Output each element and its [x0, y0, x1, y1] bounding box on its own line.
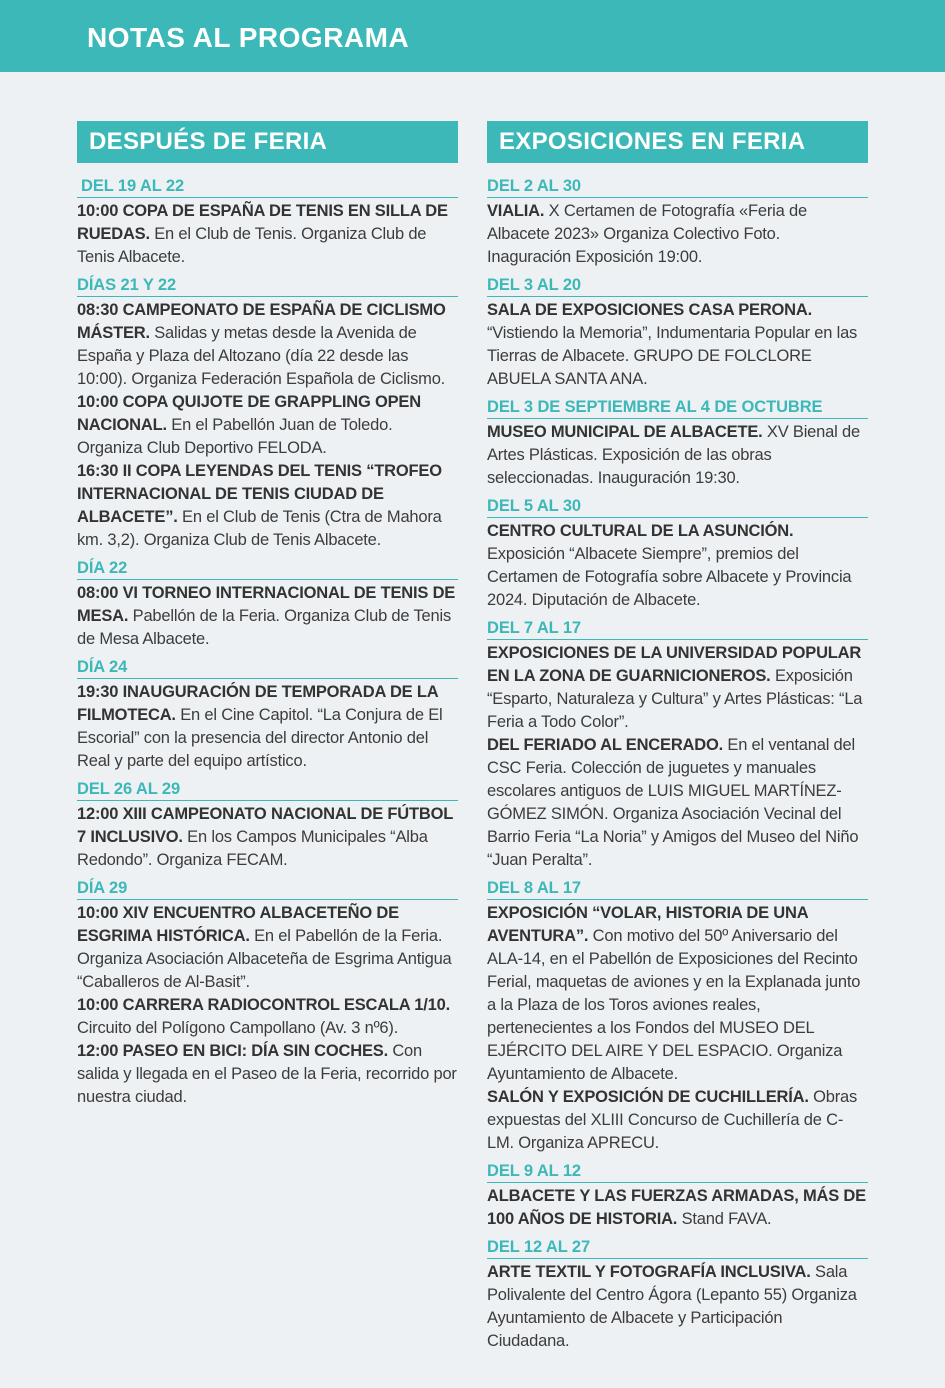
program-block [487, 397, 868, 490]
event-details: En el Cine Capitol. “La Conjura de El Escorial” con la presencia del director Antonio del Real y parte del equipo artístico. [77, 706, 443, 770]
event-title: 10:00 COPA DE ESPAÑA DE TENIS EN SILLA DE RUEDAS. [77, 202, 448, 243]
event-entry [77, 803, 458, 872]
event-title: VIALIA. [487, 202, 545, 220]
program-block [487, 496, 868, 612]
event-details: En el Club de Tenis. Organiza Club de Tenis Albacete. [77, 225, 427, 266]
event-entry [77, 299, 458, 391]
event-entry [487, 1086, 868, 1155]
event-title: CENTRO CULTURAL DE LA ASUNCIÓN. [487, 522, 794, 540]
section-heading-exposiciones-en-feria: EXPOSICIONES EN FERIA [487, 121, 868, 163]
date-heading: DEL 9 AL 12 [487, 1161, 868, 1183]
date-heading: DEL 5 AL 30 [487, 496, 868, 518]
program-block [77, 176, 458, 269]
program-block [77, 878, 458, 1109]
event-title: SALÓN Y EXPOSICIÓN DE CUCHILLERÍA. [487, 1088, 809, 1106]
event-entry [487, 1185, 868, 1231]
program-block [77, 558, 458, 651]
event-entry [487, 200, 868, 269]
event-title: EXPOSICIÓN “VOLAR, HISTORIA DE UNA AVENTURA”. [487, 904, 808, 945]
event-entry [77, 902, 458, 994]
event-entry [487, 421, 868, 490]
event-details: X Certamen de Fotografía «Feria de Albacete 2023» Organiza Colectivo Foto. Inaguración Exposición 19:00. [487, 202, 807, 266]
event-title: SALA DE EXPOSICIONES CASA PERONA. [487, 301, 812, 319]
header-bar [0, 0, 945, 72]
event-title: 12:00 PASEO EN BICI: DÍA SIN COCHES. [77, 1042, 388, 1060]
event-title: MUSEO MUNICIPAL DE ALBACETE. [487, 423, 763, 441]
date-heading: DÍAS 21 Y 22 [77, 275, 458, 297]
event-details: Obras expuestas del XLIII Concurso de Cuchillería de C-LM. Organiza APRECU. [487, 1088, 858, 1152]
event-entry [77, 681, 458, 773]
right-blocks [487, 176, 868, 1353]
event-entry [77, 582, 458, 651]
date-heading: DEL 2 AL 30 [487, 176, 868, 198]
left-blocks [77, 176, 458, 1109]
event-entry [487, 902, 868, 1086]
event-details: XV Bienal de Artes Plásticas. Exposición de las obras seleccionadas. Inauguración 19:30. [487, 423, 860, 487]
event-details: Exposición “Albacete Siempre”, premios del Certamen de Fotografía sobre Albacete y Provincia 2024. Diputación de Albacete. [487, 545, 852, 609]
event-title: 08:30 CAMPEONATO DE ESPAÑA DE CICLISMO MÁSTER. [77, 301, 446, 342]
program-block [487, 1237, 868, 1353]
event-entry [487, 734, 868, 872]
event-title: 19:30 INAUGURACIÓN DE TEMPORADA DE LA FILMOTECA. [77, 683, 438, 724]
event-title: 16:30 II COPA LEYENDAS DEL TENIS “TROFEO INTERNACIONAL DE TENIS CIUDAD DE ALBACETE”. [77, 462, 442, 526]
event-entry [487, 520, 868, 612]
event-details: “Vistiendo la Memoria”, Indumentaria Popular en las Tierras de Albacete. GRUPO DE FOLCLORE ABUELA SANTA ANA. [487, 324, 858, 388]
date-heading: DÍA 29 [77, 878, 458, 900]
right-column [487, 121, 868, 1359]
event-title: 10:00 CARRERA RADIOCONTROL ESCALA 1/10. [77, 996, 450, 1014]
event-title: 10:00 COPA QUIJOTE DE GRAPPLING OPEN NACIONAL. [77, 393, 421, 434]
event-details: Sala Polivalente del Centro Ágora (Lepanto 55) Organiza Ayuntamiento de Albacete y Participación Ciudadana. [487, 1263, 857, 1350]
event-entry [77, 994, 458, 1040]
event-title: ALBACETE Y LAS FUERZAS ARMADAS, MÁS DE 100 AÑOS DE HISTORIA. [487, 1187, 866, 1228]
event-details: Con salida y llegada en el Paseo de la Feria, recorrido por nuestra ciudad. [77, 1042, 457, 1106]
program-block [487, 878, 868, 1155]
event-details: En el ventanal del CSC Feria. Colección de juguetes y manuales escolares antiguos de LUIS MIGUEL MARTÍNEZ-GÓMEZ SIMÓN. Organiza Asociación Vecinal del Barrio Feria “La Noria” y Amigos del Museo del Niño “Juan Peralta”. [487, 736, 859, 869]
section-heading-despues-de-feria: DESPUÉS DE FERIA [77, 121, 458, 163]
date-heading: DÍA 22 [77, 558, 458, 580]
event-entry [77, 460, 458, 552]
event-title: EXPOSICIONES DE LA UNIVERSIDAD POPULAR EN LA ZONA DE GUARNICIONEROS. [487, 644, 862, 685]
event-details: Con motivo del 50º Aniversario del ALA-14, en el Pabellón de Exposiciones del Recinto Ferial, maquetas de aviones y en la Explanada junto a la Plaza de los Toros aviones reales, pertenecientes a los Fondos del MUSEO DEL EJÉRCITO DEL AIRE Y DEL ESPACIO. Organiza Ayuntamiento de Albacete. [487, 927, 861, 1083]
event-title: 08:00 VI TORNEO INTERNACIONAL DE TENIS DE MESA. [77, 584, 456, 625]
page-title: NOTAS AL PROGRAMA [87, 22, 410, 53]
event-details: Exposición “Esparto, Naturaleza y Cultura” y Artes Plásticas: “La Feria a Todo Color”. [487, 667, 863, 731]
event-details: En el Pabellón Juan de Toledo. Organiza Club Deportivo FELODA. [77, 416, 393, 457]
program-block [487, 1161, 868, 1231]
date-heading: DÍA 24 [77, 657, 458, 679]
date-heading: DEL 8 AL 17 [487, 878, 868, 900]
event-details: Salidas y metas desde la Avenida de España y Plaza del Altozano (día 22 desde las 10:00). Organiza Federación Española de Ciclismo. [77, 324, 446, 388]
event-entry [77, 1040, 458, 1109]
event-entry [487, 642, 868, 734]
program-block [77, 275, 458, 552]
event-details: Pabellón de la Feria. Organiza Club de Tenis de Mesa Albacete. [77, 607, 451, 648]
event-title: 10:00 XIV ENCUENTRO ALBACETEÑO DE ESGRIMA HISTÓRICA. [77, 904, 399, 945]
date-heading: DEL 26 AL 29 [77, 779, 458, 801]
program-block [487, 176, 868, 269]
program-block [77, 779, 458, 872]
event-entry [77, 200, 458, 269]
left-column [77, 121, 458, 1115]
event-entry [487, 1261, 868, 1353]
date-heading: DEL 3 DE SEPTIEMBRE AL 4 DE OCTUBRE [487, 397, 868, 419]
event-title: DEL FERIADO AL ENCERADO. [487, 736, 723, 754]
program-block [487, 275, 868, 391]
event-details: Circuito del Polígono Campollano (Av. 3 nº6). [77, 1019, 399, 1037]
event-details: En los Campos Municipales “Alba Redondo”. Organiza FECAM. [77, 828, 428, 869]
date-heading: DEL 7 AL 17 [487, 618, 868, 640]
event-details: Stand FAVA. [677, 1210, 772, 1228]
date-heading: DEL 3 AL 20 [487, 275, 868, 297]
event-title: 12:00 XIII CAMPEONATO NACIONAL DE FÚTBOL 7 INCLUSIVO. [77, 805, 453, 846]
event-details: En el Pabellón de la Feria. Organiza Asociación Albaceteña de Esgrima Antigua “Caballeros de Al-Basit”. [77, 927, 452, 991]
program-block [77, 657, 458, 773]
program-block [487, 618, 868, 872]
event-details: En el Club de Tenis (Ctra de Mahora km. 3,2). Organiza Club de Tenis Albacete. [77, 508, 442, 549]
event-entry [487, 299, 868, 391]
date-heading: DEL 12 AL 27 [487, 1237, 868, 1259]
event-title: ARTE TEXTIL Y FOTOGRAFÍA INCLUSIVA. [487, 1263, 811, 1281]
date-heading: DEL 19 AL 22 [77, 176, 458, 198]
event-entry [77, 391, 458, 460]
